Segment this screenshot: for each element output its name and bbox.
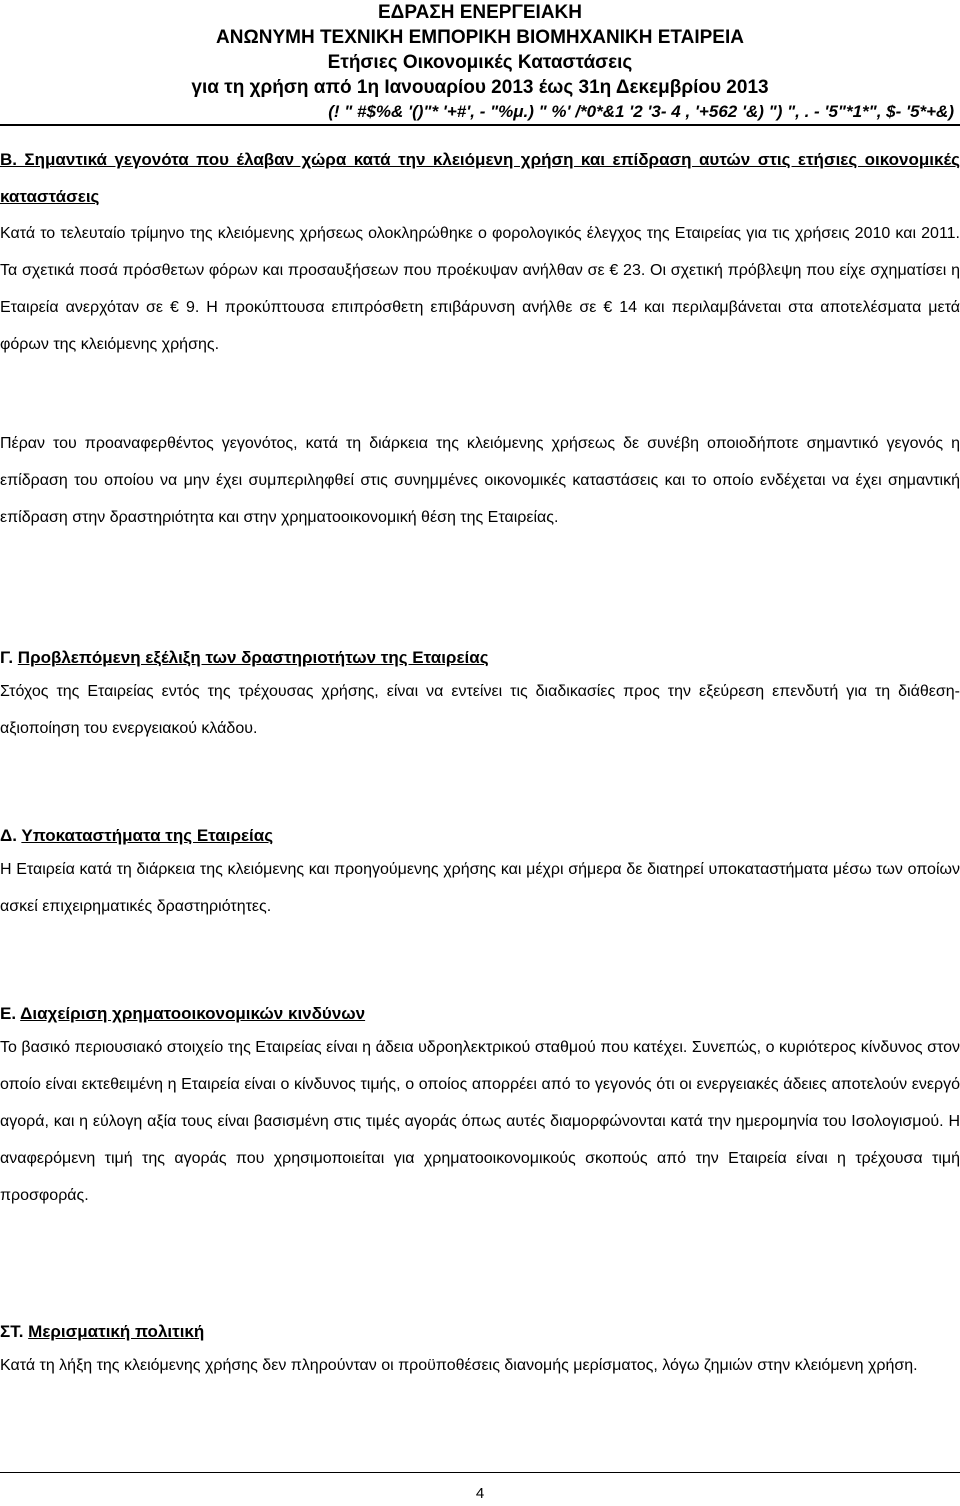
header-rule (0, 124, 960, 126)
section-b-text-b: 23. Οι σχετική πρόβλεψη που είχε σχηματίσει η Εταιρεία ανερχόταν σε (0, 262, 960, 316)
section-g-heading-text: Προβλεπόμενη εξέλιξη των δραστηριοτήτων της Εταιρείας (17, 648, 489, 667)
euro-icon: € (603, 299, 613, 316)
section-d-heading (0, 817, 960, 854)
section-st-heading-text: Μερισματική πολιτική (28, 1322, 205, 1341)
garbled-subtitle: (! " #$%& '()"* '+#', - "%μ.) " %' /*0*&1 '2 '3- 4 , '+562 '&) ") ", . - '5"*1*", $- '5*+&) (328, 102, 954, 121)
company-name-line-2: ΑΝΩΝΥΜΗ ΤΕΧΝΙΚΗ ΕΜΠΟΡΙΚΗ ΒΙΟΜΗΧΑΝΙΚΗ ΕΤΑΙΡΕΙΑ (216, 27, 744, 48)
euro-icon: € (609, 262, 619, 279)
section-d-prefix: Δ. (0, 826, 22, 845)
section-e-heading (0, 995, 960, 1032)
section-d-paragraph: Η Εταιρεία κατά τη διάρκεια της κλειόμενης και προηγούμενης χρήσης και μέχρι σήμερα δε διατηρεί υποκαταστήματα μέσω των οποίων ασκεί επιχειρηματικές δραστηριότητες. (0, 861, 960, 915)
section-e-heading-text: Διαχείριση χρηματοοικονομικών κινδύνων (20, 1004, 366, 1023)
section-st-heading (0, 1313, 960, 1350)
section-d-heading-text: Υποκαταστήματα της Εταιρείας (21, 826, 274, 845)
section-b-paragraph-2: Πέραν του προαναφερθέντος γεγονότος, κατά τη διάρκεια της κλειόμενης χρήσεως δε συνέβη οποιοδήποτε σημαντικό γεγονός η επίδραση του οποίου να μην έχει συμπεριληφθεί στις συνημμένες οικονομικές καταστάσεις και το οποίο ενδέχεται να έχει σημαντική επίδραση στην δραστηριότητα και στην χρηματοοικονομική θέση της Εταιρείας. (0, 435, 960, 526)
section-g-heading (0, 639, 960, 676)
section-st-prefix: ΣΤ. (0, 1322, 29, 1341)
footer-rule (0, 1472, 960, 1473)
page-number: 4 (475, 1485, 485, 1502)
section-b-paragraph-1 (0, 215, 960, 363)
section-b-heading (0, 141, 960, 215)
section-st-paragraph: Κατά τη λήξη της κλειόμενης χρήσης δεν πληρούνταν οι προϋποθέσεις διανομής μερίσματος, λόγω ζημιών στην κλειόμενη χρήση. (0, 1357, 918, 1374)
section-b-text-c: 9. Η προκύπτουσα επιπρόσθετη επιβάρυνση ανήλθε σε (178, 299, 604, 316)
page-header (0, 0, 960, 124)
section-e-paragraph: Το βασικό περιουσιακό στοιχείο της Εταιρείας είναι η άδεια υδροηλεκτρικού σταθμού που κατέχει. Συνεπώς, ο κυριότερος κίνδυνος στον οποίο είναι εκτεθειμένη η Εταιρεία είναι ο κίνδυνος τιμής, ο οποίος απορρέει από το γεγονός ότι οι ενεργειακές άδειες αποτελούν ενεργό αγορά, και η εύλογη αξία τους είναι βασισμένη στις τιμές αγοράς όπως αυτές διαμορφώνονται κατά την ημερομηνία του Ισολογισμού. Η αναφερόμενη τιμή της αγοράς που χρησιμοποιείται για χρηματοοικονομικούς σκοπούς από την Εταιρεία είναι η τρέχουσα τιμή προσφοράς. (0, 1039, 960, 1204)
section-b-text-d: 14 και περιλαμβάνεται στα αποτελέσματα μετά φόρων της κλειόμενης χρήσης. (0, 299, 960, 353)
section-b-text-a: Κατά το τελευταίο τρίμηνο της κλειόμενης χρήσεως ολοκληρώθηκε ο φορολογικός έλεγχος της Εταιρείας για τις χρήσεις 2010 και 2011. Τα σχετικά ποσά πρόσθετων φόρων και προσαυξήσεων που προέκυψαν ανήλθαν σε (0, 225, 960, 279)
company-name-line-1: ΕΔΡΑΣΗ ΕΝΕΡΓΕΙΑΚΗ (378, 2, 582, 23)
section-e-prefix: Ε. (0, 1004, 21, 1023)
section-g-prefix: Γ. (0, 648, 18, 667)
section-g-paragraph: Στόχος της Εταιρείας εντός της τρέχουσας χρήσης, είναι να εντείνει τις διαδικασίες προς την εξεύρεση επενδυτή για τη διάθεση-αξιοποίηση του ενεργειακού κλάδου. (0, 683, 960, 737)
euro-icon: € (170, 299, 179, 316)
section-b-heading-text: Β. Σημαντικά γεγονότα που έλαβαν χώρα κατά την κλειόμενη χρήση και επίδραση αυτών στις ετήσιες οικονομικές καταστάσεις (0, 150, 960, 206)
reporting-period: για τη χρήση από 1η Ιανουαρίου 2013 έως 31η Δεκεμβρίου 2013 (191, 77, 769, 98)
document-title: Ετήσιες Οικονομικές Καταστάσεις (327, 52, 633, 73)
